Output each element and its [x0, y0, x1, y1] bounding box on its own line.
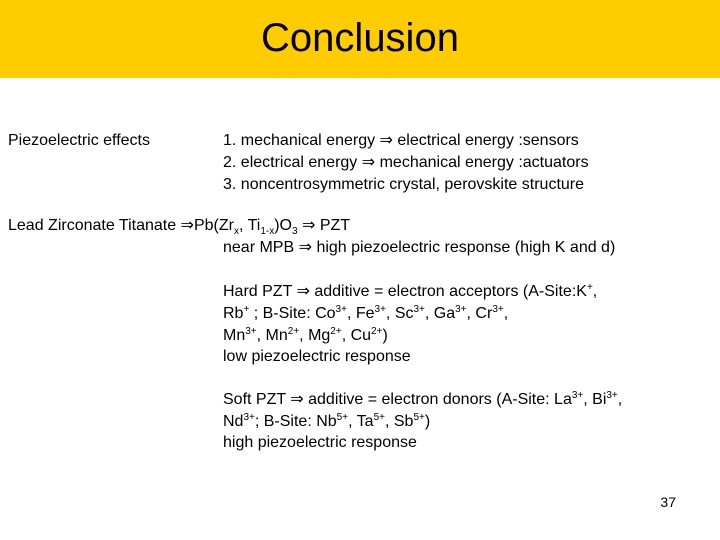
soft-pzt-line-2: $Nd^{3+}$; B-Site: $Nb^{5+}$, $Ta^{5+}$, $Sb^{5+}$)	[223, 412, 431, 430]
hard-pzt-line-2: Rb+ ; B-Site: $Co^{3+}$, $Fe^{3+}$, $Sc^{3+}$, $Ga^{3+}$, $Cr^{3+}$,	[223, 304, 509, 322]
soft-pzt-line-1: Soft PZT ⇒ additive = electron donors (A-Site: $La^{3+}$, $Bi^{3+}$,	[223, 390, 623, 408]
piezo-label: Piezoelectric effects	[8, 132, 150, 149]
page-number: 37	[660, 494, 676, 510]
pzt-formula: $Pb(Zr_x$, $Ti_{1-x})O_3$ ⇒ PZT	[193, 217, 351, 237]
piezo-item-2: 2. electrical energy ⇒ mechanical energy :actuators	[223, 154, 589, 171]
piezo-item-3: 3. noncentrosymmetric crystal, perovskite structure	[223, 176, 585, 193]
slide-title: Conclusion	[261, 16, 459, 60]
pzt-label: Lead Zirconate Titanate ⇒	[8, 217, 194, 234]
mpb-line: near MPB ⇒ high piezoelectric response (high K and d)	[223, 239, 616, 256]
soft-pzt-line-3: high piezoelectric response	[223, 434, 417, 451]
pzt-line	[8, 215, 350, 236]
hard-pzt-line-4: low piezoelectric response	[223, 348, 411, 365]
hard-pzt-line-1: Hard PZT ⇒ additive = electron acceptors (A-Site:K+,	[223, 282, 598, 300]
hard-pzt-line-3: $Mn^{3+}$, $Mn^{2+}$, $Mg^{2+}$, $Cu^{2+}$)	[223, 326, 388, 344]
piezo-item-1: 1. mechanical energy ⇒ electrical energy :sensors	[223, 132, 579, 149]
